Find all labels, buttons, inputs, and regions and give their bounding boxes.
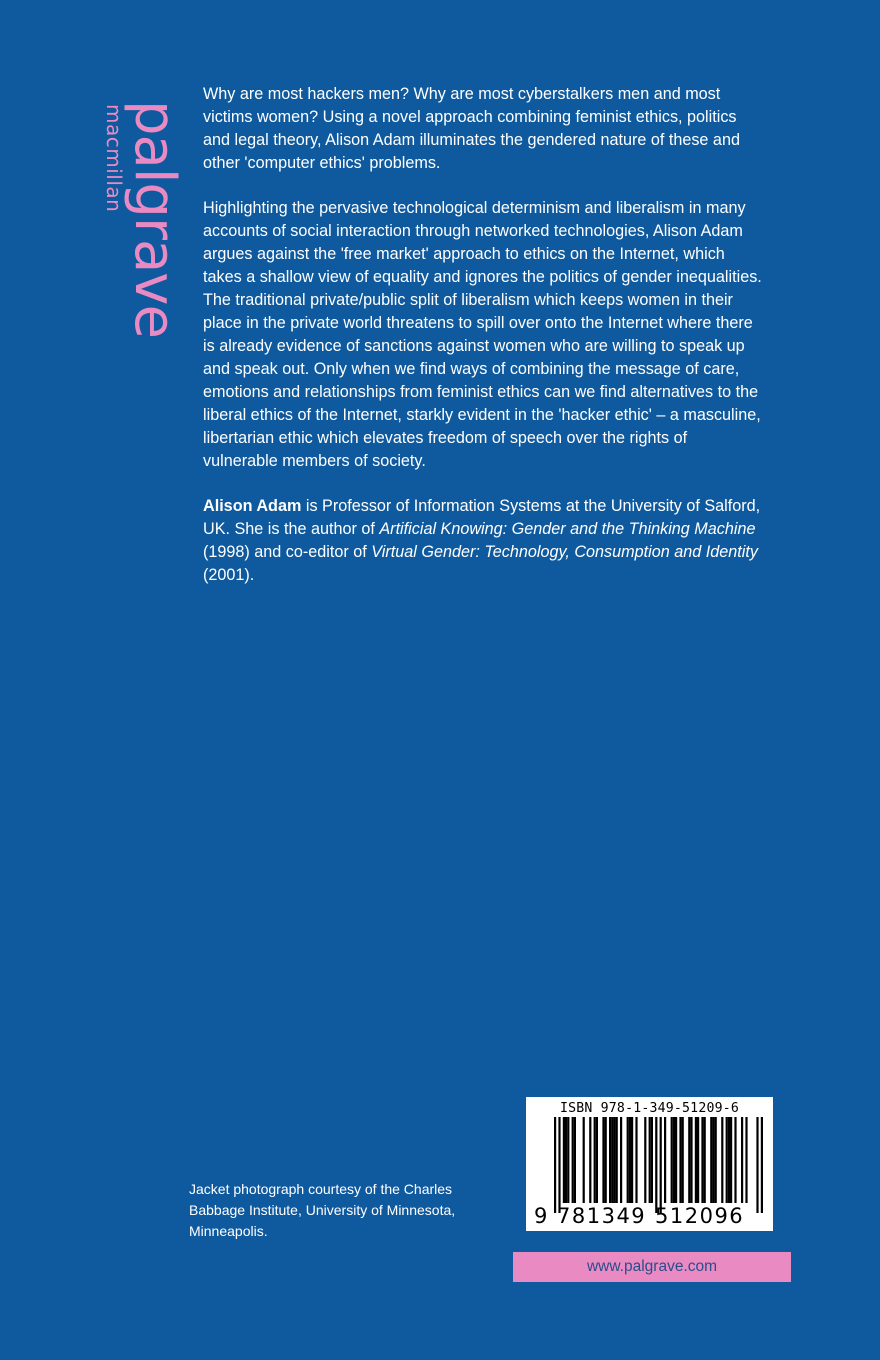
- barcode-bar: [673, 1117, 675, 1203]
- website-link[interactable]: www.palgrave.com: [513, 1252, 791, 1282]
- barcode-bar: [605, 1117, 607, 1203]
- publisher-subname: macmillan: [102, 104, 126, 213]
- barcode-bar: [671, 1117, 673, 1203]
- barcode-bar: [730, 1117, 732, 1203]
- barcode-bar: [721, 1117, 723, 1203]
- author-bio: [203, 495, 763, 587]
- isbn-label: ISBN 978-1-349-51209-6: [559, 1101, 740, 1116]
- barcode-bar: [675, 1117, 677, 1203]
- barcode-bar: [565, 1117, 567, 1203]
- barcode-bar: [695, 1117, 697, 1203]
- barcode-bar: [710, 1117, 712, 1203]
- barcode-bar: [682, 1117, 684, 1203]
- barcode-bar: [651, 1117, 653, 1203]
- barcode-bar: [635, 1117, 637, 1203]
- barcode-bar: [583, 1117, 585, 1203]
- author-bio-text-3: (2001).: [203, 566, 255, 584]
- author-name: Alison Adam: [203, 497, 302, 515]
- barcode-bar: [734, 1117, 736, 1203]
- ean-left-digits: 781349: [557, 1204, 647, 1228]
- barcode-bar: [613, 1117, 615, 1203]
- ean-right-digits: 512096: [655, 1204, 745, 1228]
- barcode-bar: [664, 1117, 666, 1203]
- barcode-bar: [712, 1117, 714, 1203]
- barcode-bar: [629, 1117, 631, 1203]
- barcode-bar: [589, 1117, 591, 1203]
- barcode-bar: [602, 1117, 604, 1203]
- barcode-guard-bar: [660, 1117, 662, 1213]
- barcode-bar: [596, 1117, 598, 1203]
- barcode-bar: [644, 1117, 646, 1203]
- barcode-guard-bar: [558, 1117, 560, 1213]
- barcode-bar: [726, 1117, 728, 1203]
- book-title-1: Artificial Knowing: Gender and the Thinking Machine: [379, 520, 756, 538]
- barcode-bar: [690, 1117, 692, 1203]
- author-bio-text-2: (1998) and co-editor of: [203, 543, 372, 561]
- publisher-logo: [100, 100, 187, 338]
- barcode-bar: [704, 1117, 706, 1203]
- barcode-guard-bar: [756, 1117, 758, 1213]
- barcode-bar: [745, 1117, 747, 1203]
- isbn-barcode: [526, 1097, 773, 1231]
- barcode-bar: [572, 1117, 574, 1203]
- barcode-bar: [574, 1117, 576, 1203]
- author-bio-text-1: is Professor of Information Systems at the University of Salford, UK. She is the author of: [203, 497, 761, 538]
- barcode-bar: [594, 1117, 596, 1203]
- barcode-bar: [609, 1117, 611, 1203]
- barcode-bar: [631, 1117, 633, 1203]
- barcode-bar: [616, 1117, 618, 1203]
- barcode-bar: [620, 1117, 622, 1203]
- blurb-paragraph-1: Why are most hackers men? Why are most cyberstalkers men and most victims women? Using a novel approach combining feminist ethics, politics and legal theory, Alison Adam illuminates the gendered nature of these and other 'computer ethics' problems.: [203, 85, 740, 172]
- barcode-guard-bar: [761, 1117, 763, 1213]
- publisher-logo-rotated: [100, 100, 187, 338]
- barcode-bar: [728, 1117, 730, 1203]
- book-title-2: Virtual Gender: Technology, Consumption and Identity: [371, 543, 758, 561]
- cover-blurb: [203, 83, 763, 609]
- barcode-bar: [741, 1117, 743, 1203]
- publisher-name: palgrave: [122, 100, 187, 338]
- blurb-paragraph-2: Highlighting the pervasive technological determinism and liberalism in many accounts of social interaction through networked technologies, Alison Adam argues against the 'free market' approach to ethics on the Internet, which takes a shallow view of equality and ignores the politics of gender inequalities. The traditional private/public split of liberalism which keeps women in their place in the private world threatens to spill over onto the Internet where there is already evidence of sanctions against women who are willing to speak up and speak out. Only when we find ways of combining the message of care, emotions and relationships from feminist ethics can we find alternatives to the liberal ethics of the Internet, starkly evident in the 'hacker ethic' – a masculine, libertarian ethic which elevates freedom of speech over the rights of vulnerable members of society.: [203, 199, 762, 470]
- barcode-guard-bar: [655, 1117, 657, 1213]
- barcode-bar: [701, 1117, 703, 1203]
- barcode-guard-bar: [554, 1117, 556, 1213]
- photo-credit: Jacket photograph courtesy of the Charles Babbage Institute, University of Minnesota, Minneapolis.: [189, 1181, 456, 1239]
- barcode-bar: [715, 1117, 717, 1203]
- barcode-bar: [649, 1117, 651, 1203]
- barcode-bar: [627, 1117, 629, 1203]
- ean-first-digit: 9: [534, 1204, 548, 1228]
- barcode-bar: [611, 1117, 613, 1203]
- barcode-bar: [688, 1117, 690, 1203]
- barcode-bar: [567, 1117, 569, 1203]
- barcode-bar: [697, 1117, 699, 1203]
- barcode-bar: [563, 1117, 565, 1203]
- barcode-bar: [679, 1117, 681, 1203]
